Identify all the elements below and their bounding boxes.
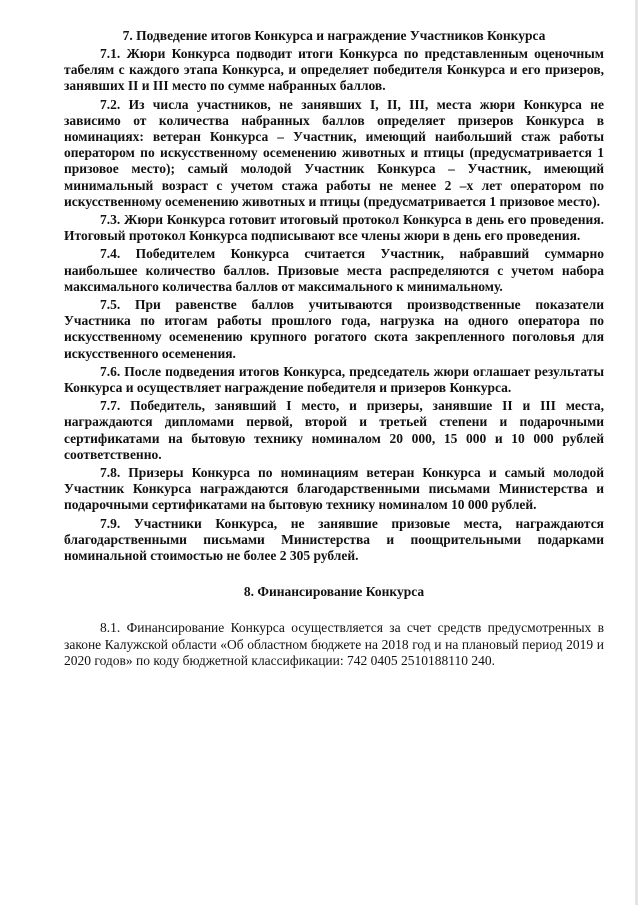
paragraph-7-6: 7.6. После подведения итогов Конкурса, председатель жюри оглашает результаты Конкурса и осуществляет награждение победителя и призеров Конкурса.: [64, 363, 604, 396]
paragraph-7-1: 7.1. Жюри Конкурса подводит итоги Конкурса по представленным оценочным табелям с каждого этапа Конкурса, и определяет победителя Конкурса и его призеров, занявших II и III место по сумме набранных баллов.: [64, 46, 604, 94]
section-7: [64, 28, 604, 564]
paragraph-7-4: 7.4. Победителем Конкурса считается Участник, набравший суммарно наибольшее количество баллов. Призовые места распределяются с учетом набора максимального количества баллов от максимального к минимальному.: [64, 246, 604, 294]
paragraph-7-7: 7.7. Победитель, занявший I место, и призеры, занявшие II и III места, награждаются дипломами первой, второй и третьей степени и подарочными сертификатами на бытовую технику номиналом 20 000, 15 000 и 10 000 рублей соответственно.: [64, 398, 604, 462]
section-8-title: 8. Финансирование Конкурса: [243, 584, 425, 600]
section-8: [64, 584, 604, 669]
paragraph-7-9: 7.9. Участники Конкурса, не занявшие призовые места, награждаются благодарственными письмами Министерства и поощрительными подарками номинальной стоимостью не более 2 305 рублей.: [64, 515, 604, 564]
paragraph-7-8: 7.8. Призеры Конкурса по номинациям ветеран Конкурса и самый молодой Участник Конкурса награждаются благодарственными письмами Министерства и подарочными сертификатами на бытовую технику номиналом 10 000 рублей.: [64, 465, 604, 513]
paragraph-7-2: 7.2. Из числа участников, не занявших I, II, III, места жюри Конкурса не зависимо от количества набранных баллов определяет призеров Конкурса в номинациях: ветеран Конкурса – Участник, имеющий наибольший стаж работы оператором по искусственному осеменению животных и птицы (предусматривается 1 призовое место); самый молодой Участник Конкурса – Участник, имеющий минимальный возраст с учетом стажа работы не менее 2 –х лет оператором по искусственному осеменению животных и птицы (предусматривается 1 призовое место).: [64, 96, 604, 209]
section-7-title: 7. Подведение итогов Конкурса и награждение Участников Конкурса: [122, 28, 546, 43]
paragraph-7-5: 7.5. При равенстве баллов учитываются производственные показатели Участника по итогам работы прошлого года, нагрузка на одного оператора по искусственному осеменению крупного рогатого скота закрепленного поголовья для искусственного осеменения.: [64, 297, 604, 361]
paragraph-8-1: 8.1. Финансирование Конкурса осуществляется за счет средств предусмотренных в законе Калужской области «Об областном бюджете на 2018 год и на плановый период 2019 и 2020 годов» по коду бюджетной классификации: 742 0405 2510188110 240.: [64, 620, 604, 668]
paragraph-7-3: 7.3. Жюри Конкурса готовит итоговый протокол Конкурса в день его проведения. Итоговый протокол Конкурса подписывают все члены жюри в день его проведения.: [64, 212, 604, 244]
